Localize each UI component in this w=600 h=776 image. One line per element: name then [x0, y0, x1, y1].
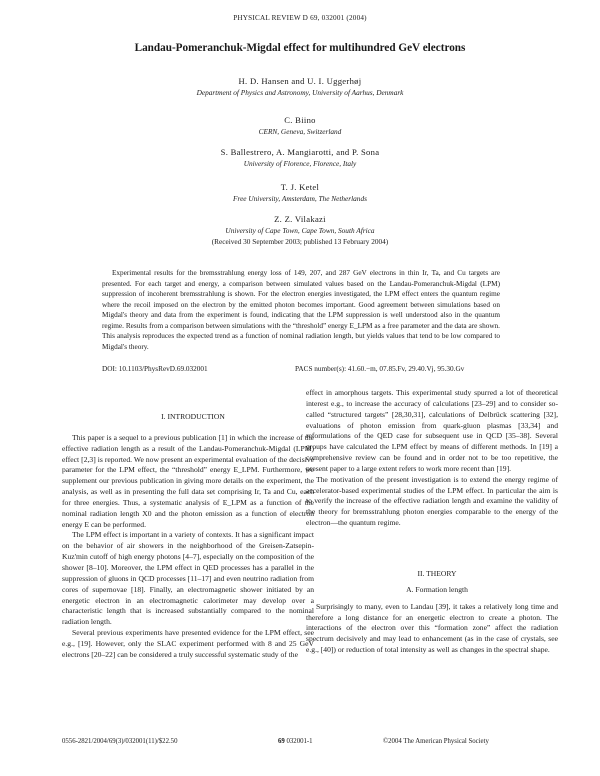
paper-title: Landau-Pomeranchuk-Migdal effect for multihundred GeV electrons	[134, 42, 466, 54]
author-line-4: T. J. Ketel	[280, 182, 320, 192]
section-heading-theory: II. THEORY	[417, 568, 457, 578]
pacs-numbers: PACS number(s): 41.60.−m, 07.85.Fv, 29.40.Vj, 95.30.Gv	[295, 365, 465, 373]
intro-paragraph: This paper is a sequel to a previous publication [1] in which the increase of the effective radiation length as a result of the Landau-Pomeranchuk-Migdal (LPM) effect [2,3] is reported. We now present an experimental evaluation of the decisive parameter for the LPM effect, the “threshold” energy E_LPM. Furthermore, we supplement our previous publication in giving more details on the experiment, the analysis, as well as in presenting the full data set comprising Ir, Ta and Cu, each for three energies. Thus, a systematic analysis of E_LPM as a function of the nominal radiation length X0 and the photon emission as a function of electron energy E can be performed.	[62, 432, 314, 529]
body-paragraph: effect in amorphous targets. This experimental study spurred a lot of theoretical interest e.g., to increase the accuracy of calculations [23–29] and to consider so-called “structured targets” [28,30,31], calculations of Delbrück scattering [32], evaluations of photon emission from quark-gluon plasmas [33,34] and reformulations of the QED case for subsequent use in QCD [35–38]. Several groups have calculated the LPM effect by means of different methods. In [19] a comprehensive review can be found and in order not to be too repetitive, the present paper to a large extent refers to work more recent than [19].	[306, 388, 558, 473]
author-line-5: Z. Z. Vilakazi	[274, 214, 326, 224]
section-heading-introduction: I. INTRODUCTION	[161, 412, 225, 421]
affiliation-2: CERN, Geneva, Switzerland	[258, 127, 342, 136]
author-line-1: H. D. Hansen and U. I. Uggerhøj	[238, 76, 362, 86]
left-column	[62, 412, 314, 661]
footer-copyright: ©2004 The American Physical Society	[383, 738, 489, 745]
affiliation-4: Free University, Amsterdam, The Netherlands	[233, 194, 367, 203]
intro-paragraph: Several previous experiments have presented evidence for the LPM effect, see e.g., [19]. However, only the SLAC experiment performed with 8 and 25 GeV electrons [20–22] can be considered a truly successful systematic study of the	[62, 628, 314, 659]
affiliation-1: Department of Physics and Astronomy, University of Aarhus, Denmark	[196, 88, 404, 97]
subsection-heading-formation-length: A. Formation length	[406, 584, 468, 594]
doi: DOI: 10.1103/PhysRevD.69.032001	[102, 365, 208, 373]
footer-code: 0556-2821/2004/69(3)/032001(11)/$22.50	[62, 738, 178, 745]
author-line-2: C. Biino	[284, 115, 316, 125]
author-line-3: S. Ballestrero, A. Mangiarotti, and P. Sona	[220, 147, 380, 157]
right-column	[306, 388, 558, 656]
intro-paragraph: The LPM effect is important in a variety of contexts. It has a significant impact on the behavior of air showers in the neighborhood of the Greisen-Zatsepin-Kuz'min cutoff of high energy photons [4–7], especially on the composition of the shower [8–10]. Moreover, the LPM effect in QED processes has a parallel in the suppression of gluons in QCD processes [11–17] and even neutrino radiation from cores of supernovae [18]. Finally, an electromagnetic shower initiated by an energetic electron in an electromagnetic calorimeter may develop over a characteristic length that is increased substantially compared to the nominal radiation length.	[62, 530, 314, 627]
received-dates: (Received 30 September 2003; published 13 February 2004)	[211, 237, 389, 246]
journal-header: PHYSICAL REVIEW D 69, 032001 (2004)	[233, 14, 367, 22]
footer-volume: 69	[278, 738, 285, 745]
body-paragraph: The motivation of the present investigation is to extend the energy regime of accelerator-based experimental studies of the LPM effect. In particular the aim is to verify the increase of the effective radiation length and examine the validity of the theory for bremsstrahlung photon energies comparable to the energy of the electron—the quantum regime.	[306, 474, 558, 528]
affiliation-3: University of Florence, Florence, Italy	[243, 159, 357, 168]
abstract: Experimental results for the bremsstrahlung energy loss of 149, 207, and 287 GeV electrons in thin Ir, Ta, and Cu targets are presented. For each target and energy, a comparison between simulated values based on the Landau-Pomeranchuk-Migdal (LPM) suppression of incoherent bremsstrahlung is shown. For the electron energies investigated, the LPM effect enters the quantum regime where the recoil imposed on the electron by the emitted photon becomes important. Good agreement between simulations based on Migdal's theory and data from the experiment is found, indicating that the LPM suppression is well understood also in the quantum regime. Results from a comparison between simulations with the “threshold” energy E_LPM as a free parameter and the data are shown. This analysis reproduces the expected trend as a function of nominal radiation length, but yields values that tend to be low compared to Migdal's theory.	[102, 269, 500, 351]
footer-page-code: 032001-1	[286, 738, 313, 745]
footer-page	[278, 738, 313, 745]
affiliation-5: University of Cape Town, Cape Town, South Africa	[225, 226, 375, 235]
body-paragraph: Surprisingly to many, even to Landau [39], it takes a relatively long time and therefore a long distance for an energetic electron to create a photon. The interactions of the electron over this “formation zone” affect the radiation spectrum decisively and may lead to enhancement (as in the case of crystals, see e.g., [40]) or reduction of total intensity as well as changes in the spectral shape.	[306, 601, 558, 655]
